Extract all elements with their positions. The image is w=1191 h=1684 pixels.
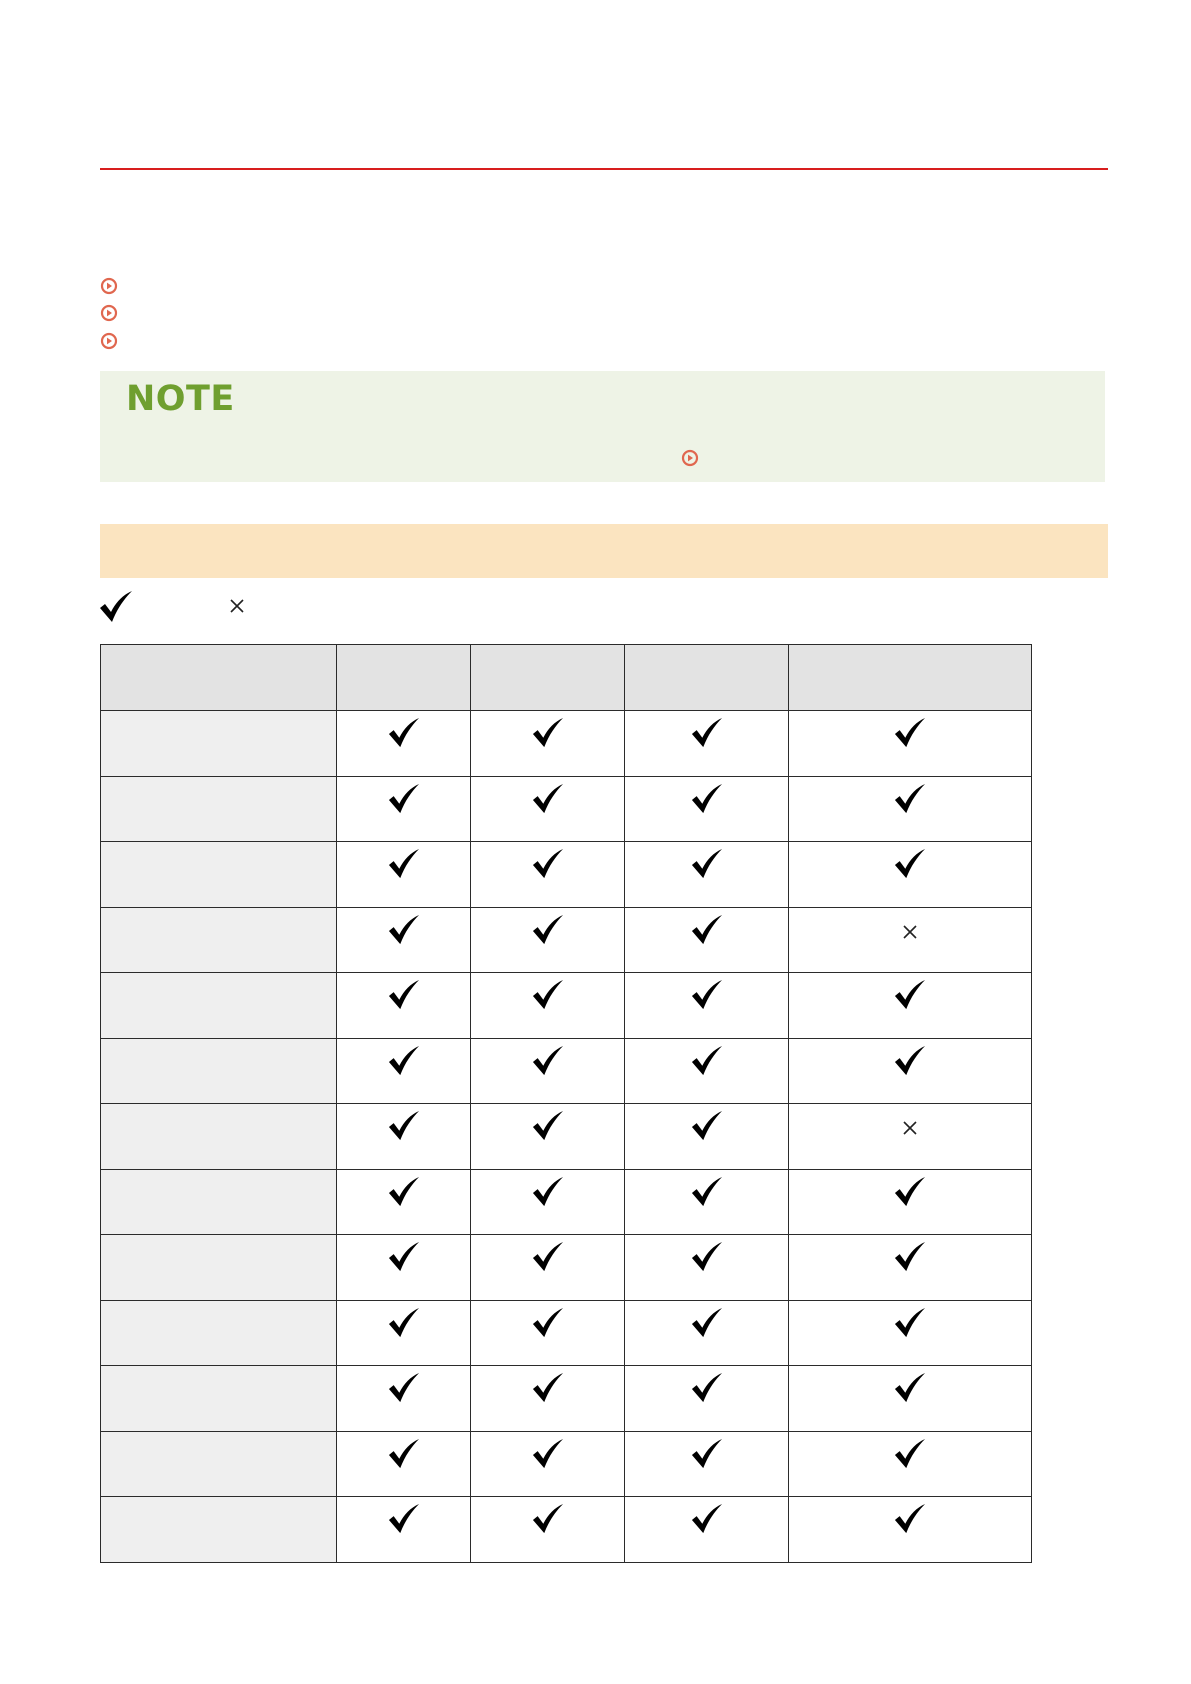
table-header-cell	[789, 645, 1032, 711]
table-cell	[471, 1104, 625, 1170]
circle-arrow-icon	[100, 304, 118, 322]
row-header-cell	[101, 973, 337, 1039]
table-row	[101, 1366, 1032, 1432]
table-cell	[337, 1104, 471, 1170]
table-cell	[625, 711, 789, 777]
table-cell	[789, 1300, 1032, 1366]
check-icon	[98, 590, 134, 624]
check-icon	[893, 1372, 927, 1404]
table-cell	[337, 1497, 471, 1563]
legend	[98, 590, 258, 626]
check-icon	[531, 1438, 565, 1470]
check-icon	[690, 1110, 724, 1142]
table-cell	[789, 1169, 1032, 1235]
check-icon	[387, 914, 421, 946]
table-cell	[789, 842, 1032, 908]
table-cell	[625, 1038, 789, 1104]
table-row	[101, 1431, 1032, 1497]
cross-icon	[902, 924, 918, 940]
table-cell	[337, 907, 471, 973]
check-icon	[893, 1503, 927, 1535]
check-icon	[893, 979, 927, 1011]
check-icon	[690, 1307, 724, 1339]
check-icon	[531, 783, 565, 815]
row-header-cell	[101, 1366, 337, 1432]
cross-icon	[902, 1120, 918, 1136]
table-cell	[337, 1366, 471, 1432]
check-icon	[690, 1438, 724, 1470]
title-rule	[100, 168, 1108, 170]
check-icon	[531, 1176, 565, 1208]
table-cell	[471, 907, 625, 973]
row-header-cell	[101, 1497, 337, 1563]
check-icon	[893, 717, 927, 749]
check-icon	[893, 783, 927, 815]
support-table	[100, 644, 1032, 1563]
table-header-cell	[101, 645, 337, 711]
table-cell	[789, 1431, 1032, 1497]
check-icon	[387, 1241, 421, 1273]
table-cell	[471, 1300, 625, 1366]
table-cell	[337, 1300, 471, 1366]
check-icon	[531, 914, 565, 946]
table-row	[101, 973, 1032, 1039]
table-cell	[337, 1169, 471, 1235]
check-icon	[531, 1241, 565, 1273]
row-header-cell	[101, 1235, 337, 1301]
link-item[interactable]	[100, 327, 118, 355]
table-cell	[789, 973, 1032, 1039]
table-cell	[471, 776, 625, 842]
table-row	[101, 1104, 1032, 1170]
table-cell	[471, 973, 625, 1039]
table-row	[101, 1497, 1032, 1563]
table-cell	[789, 1235, 1032, 1301]
table-cell	[625, 907, 789, 973]
check-icon	[531, 1110, 565, 1142]
table-cell	[625, 776, 789, 842]
table-cell	[337, 973, 471, 1039]
check-icon	[690, 783, 724, 815]
table-row	[101, 907, 1032, 973]
row-header-cell	[101, 776, 337, 842]
table-cell	[337, 1038, 471, 1104]
table-header-cell	[471, 645, 625, 711]
table-cell	[789, 711, 1032, 777]
table-cell	[625, 1366, 789, 1432]
table-cell	[337, 842, 471, 908]
table-cell	[471, 1235, 625, 1301]
check-icon	[690, 1241, 724, 1273]
link-list	[100, 272, 118, 355]
table-cell	[625, 1104, 789, 1170]
table-header-cell	[337, 645, 471, 711]
link-item[interactable]	[100, 300, 118, 328]
check-icon	[387, 1110, 421, 1142]
check-icon	[690, 979, 724, 1011]
table-cell	[625, 973, 789, 1039]
table-row	[101, 776, 1032, 842]
table-cell	[789, 1366, 1032, 1432]
note-link[interactable]	[681, 449, 699, 472]
check-icon	[893, 1307, 927, 1339]
row-header-cell	[101, 1169, 337, 1235]
table-header-row	[101, 645, 1032, 711]
table-row	[101, 842, 1032, 908]
circle-arrow-icon	[681, 449, 699, 467]
check-icon	[387, 1438, 421, 1470]
table-row	[101, 1300, 1032, 1366]
table-cell	[789, 907, 1032, 973]
table-row	[101, 1169, 1032, 1235]
check-icon	[531, 1503, 565, 1535]
table-cell	[625, 1300, 789, 1366]
table-cell	[337, 1235, 471, 1301]
table-cell	[471, 1497, 625, 1563]
table-cell	[337, 1431, 471, 1497]
table-cell	[625, 1431, 789, 1497]
table-cell	[471, 1366, 625, 1432]
check-icon	[893, 848, 927, 880]
table-cell	[337, 711, 471, 777]
table-cell	[471, 711, 625, 777]
table-cell	[789, 1038, 1032, 1104]
check-icon	[387, 717, 421, 749]
check-icon	[387, 1372, 421, 1404]
table-cell	[789, 1497, 1032, 1563]
check-icon	[531, 1372, 565, 1404]
check-icon	[387, 1045, 421, 1077]
table-cell	[471, 1169, 625, 1235]
check-icon	[531, 979, 565, 1011]
row-header-cell	[101, 1038, 337, 1104]
check-icon	[387, 979, 421, 1011]
row-header-cell	[101, 1104, 337, 1170]
table-cell	[471, 1431, 625, 1497]
table-cell	[625, 842, 789, 908]
note-title: NOTE	[126, 379, 235, 419]
check-icon	[531, 1307, 565, 1339]
check-icon	[893, 1241, 927, 1273]
check-icon	[690, 914, 724, 946]
table-cell	[625, 1235, 789, 1301]
circle-arrow-icon	[100, 332, 118, 350]
table-row	[101, 1038, 1032, 1104]
check-icon	[893, 1438, 927, 1470]
section-header-bar	[100, 524, 1108, 578]
check-icon	[690, 1503, 724, 1535]
table-cell	[337, 776, 471, 842]
check-icon	[690, 717, 724, 749]
check-icon	[893, 1176, 927, 1208]
check-icon	[690, 1372, 724, 1404]
check-icon	[387, 783, 421, 815]
row-header-cell	[101, 711, 337, 777]
check-icon	[387, 1307, 421, 1339]
table-row	[101, 711, 1032, 777]
row-header-cell	[101, 907, 337, 973]
check-icon	[387, 848, 421, 880]
check-icon	[531, 1045, 565, 1077]
check-icon	[690, 1045, 724, 1077]
note-box	[100, 371, 1105, 482]
table-cell	[789, 776, 1032, 842]
link-item[interactable]	[100, 272, 118, 300]
table-header-cell	[625, 645, 789, 711]
table-cell	[789, 1104, 1032, 1170]
row-header-cell	[101, 1431, 337, 1497]
check-icon	[531, 848, 565, 880]
table-cell	[471, 842, 625, 908]
check-icon	[387, 1503, 421, 1535]
row-header-cell	[101, 842, 337, 908]
check-icon	[893, 1045, 927, 1077]
cross-icon	[229, 598, 245, 614]
circle-arrow-icon	[100, 277, 118, 295]
check-icon	[690, 848, 724, 880]
table-cell	[625, 1169, 789, 1235]
check-icon	[690, 1176, 724, 1208]
check-icon	[387, 1176, 421, 1208]
table-cell	[471, 1038, 625, 1104]
table-row	[101, 1235, 1032, 1301]
table-cell	[625, 1497, 789, 1563]
check-icon	[531, 717, 565, 749]
row-header-cell	[101, 1300, 337, 1366]
